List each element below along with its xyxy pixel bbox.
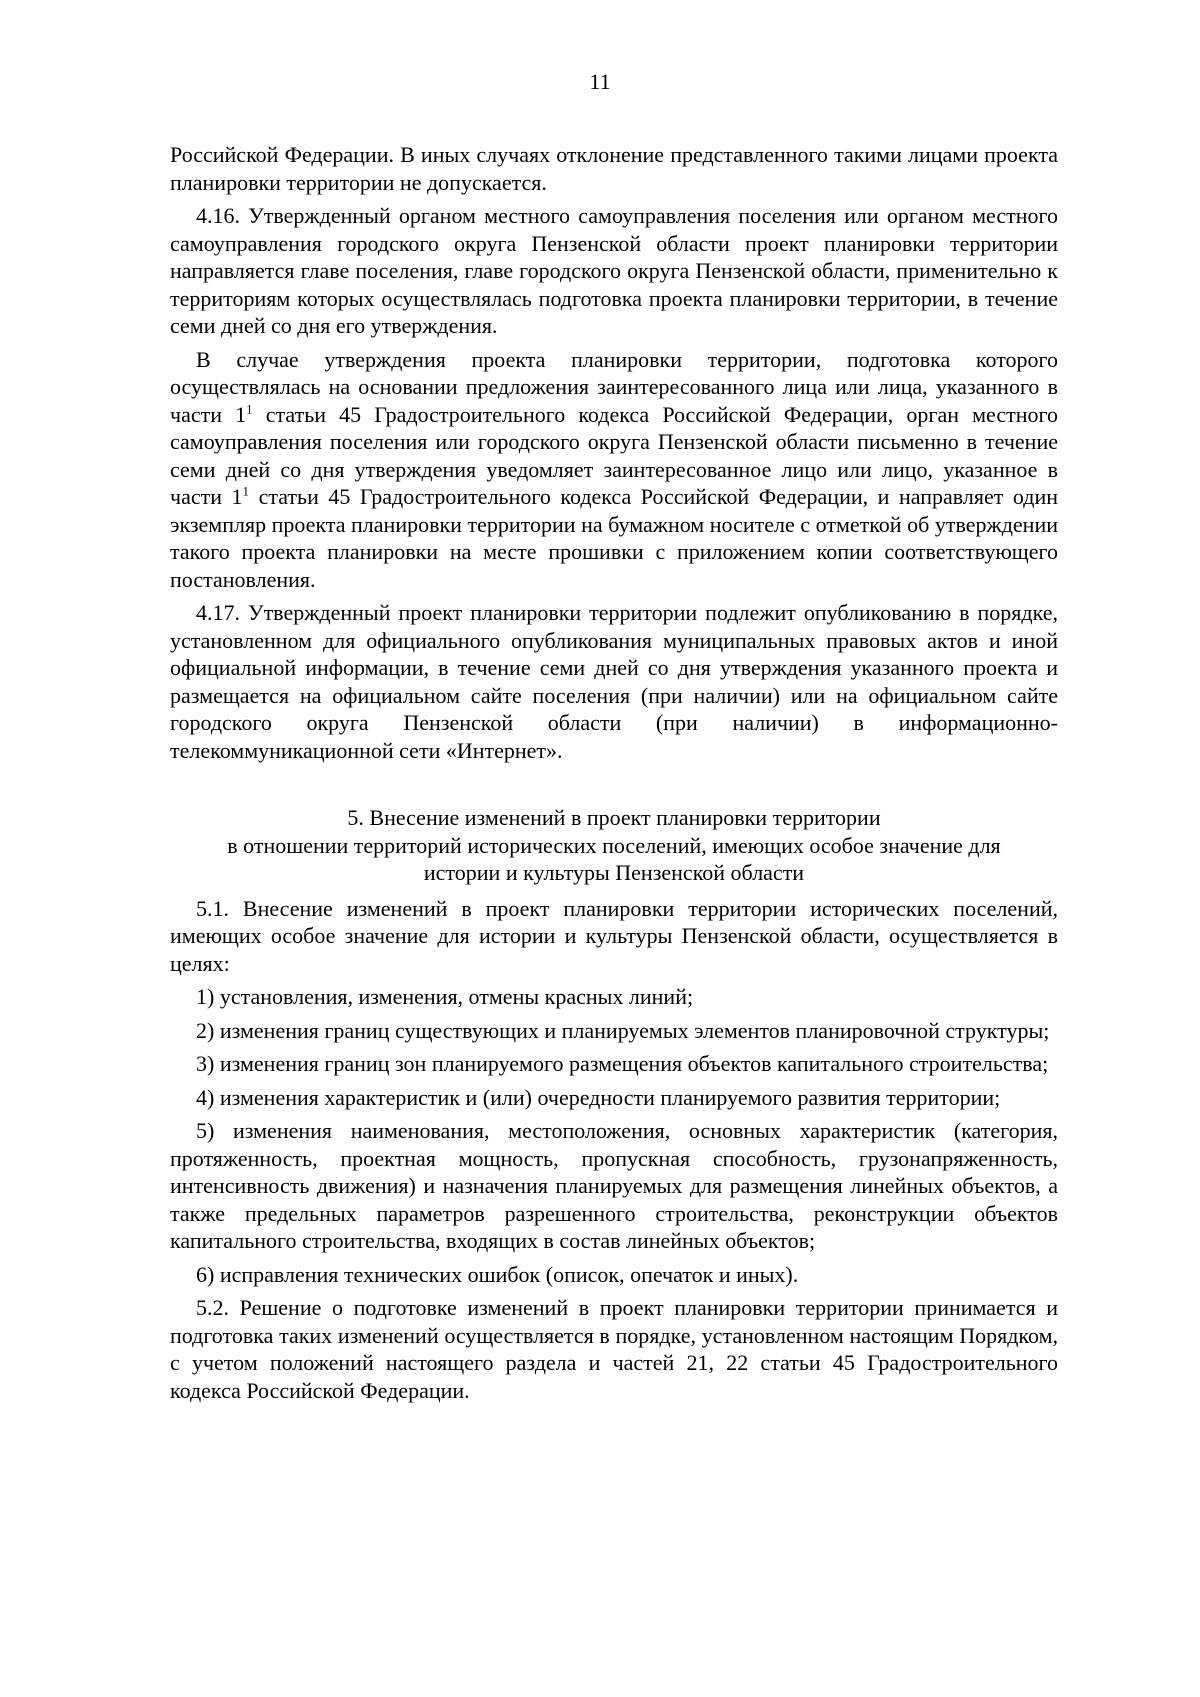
list-item-3: 3) изменения границ зон планируемого размещения объектов капитального строительства;: [196, 1051, 1049, 1076]
list-item-2: 2) изменения границ существующих и планируемых элементов планировочной структуры;: [196, 1017, 1050, 1043]
paragraph-5-1: 5.1. Внесение изменений в проект планировки территории исторических поселений, имеющих особое значение для истории и культуры Пензенской области, осуществляется в целях:: [170, 895, 1058, 976]
list-item-1: 1) установления, изменения, отмены красных линий;: [196, 984, 694, 1009]
paragraph-continuation: Российской Федерации. В иных случаях отклонение представленного такими лицами проекта планировки территории не допускается.: [170, 142, 1058, 195]
superscript-1: 1: [246, 401, 253, 417]
paragraph-4-17: 4.17. Утвержденный проект планировки территории подлежит опубликованию в порядке, установленном для официального опубликования муниципальных правовых актов и иной официальной информации, в течение семи дней со дня утверждения указанного проекта и размещается на официальном сайте поселения (при наличии) или на официальном сайте городского округа Пензенской области (при наличии) в информационно-телекоммуникационной сети «Интернет».: [170, 600, 1058, 763]
paragraph-approval-notice-part3: статьи 45 Градостроительного кодекса Российской Федерации, и направляет один экземпляр проекта планировки территории на бумажном носителе с отметкой об утверждении такого проекта планировки на месте прошивки с приложением копии соответствующего постановления.: [170, 484, 1058, 592]
section-heading-line-3: истории и культуры Пензенской области: [423, 860, 805, 885]
superscript-2: 1: [242, 483, 250, 499]
document-body: [170, 141, 1058, 1410]
paragraph-approval-notice-part1: В случае утверждения проекта планировки территории, подготовка которого осуществлялась на основании предложения заинтересованного лица или лица, указанного в части 1: [170, 346, 1058, 427]
paragraph-approval-notice-part2: статьи 45 Градостроительного кодекса Российской Федерации, орган местного самоуправления поселения или городского округа Пензенской области письменно в течение семи дней со дня утверждения уведомляет заинтересованное лицо или лицо, указанное в части 1: [170, 401, 1058, 509]
list-item-6: 6) исправления технических ошибок (описок, опечаток и иных).: [196, 1261, 799, 1287]
section-heading-line-2: в отношении территорий исторических поселений, имеющих особое значение для: [227, 832, 1001, 858]
list-item-4: 4) изменения характеристик и (или) очередности планируемого развития территории;: [196, 1084, 1001, 1110]
paragraph-4-16: 4.16. Утвержденный органом местного самоуправления поселения или органом местного самоуправления городского округа Пензенской области проект планировки территории направляется главе поселения, главе городского округа Пензенской области, применительно к территориям которых осуществлялась подготовка проекта планировки территории, в течение семи дней со дня его утверждения.: [170, 203, 1058, 338]
paragraph-5-2: 5.2. Решение о подготовке изменений в проект планировки территории принимается и подготовка таких изменений осуществляется в порядке, установленном настоящим Порядком, с учетом положений настоящего раздела и частей 21, 22 статьи 45 Градостроительного кодекса Российской Федерации.: [170, 1295, 1058, 1403]
section-heading-line-1: 5. Внесение изменений в проект планировки территории: [347, 805, 881, 830]
section-5-heading: [170, 804, 1058, 887]
page-number: 11: [589, 69, 611, 94]
paragraph-approval-notice: [170, 346, 1058, 594]
list-item-5: 5) изменения наименования, местоположения, основных характеристик (категория, протяженность, проектная мощность, пропускная способность, грузонапряженность, интенсивность движения) и назначения планируемых для размещения линейных объектов, а также предельных параметров разрешенного строительства, реконструкции объектов капитального строительства, входящих в состав линейных объектов;: [170, 1118, 1058, 1253]
